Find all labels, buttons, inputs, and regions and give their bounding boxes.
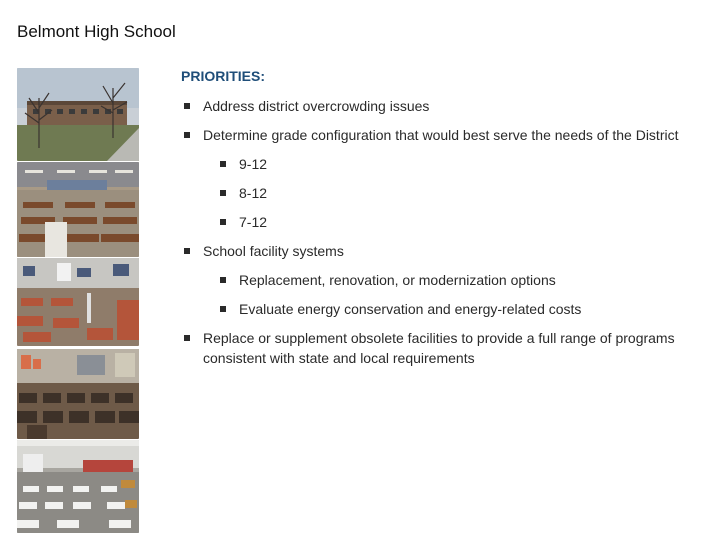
list-item [181, 125, 701, 145]
list-item-text: School facility systems [203, 243, 344, 259]
list-item [181, 328, 701, 368]
square-bullet-icon [220, 306, 226, 312]
list-item [181, 299, 701, 319]
list-item-text: Evaluate energy conservation and energy-related costs [239, 301, 582, 317]
square-bullet-icon [220, 219, 226, 225]
square-bullet-icon [184, 335, 190, 341]
square-bullet-icon [220, 161, 226, 167]
square-bullet-icon [184, 132, 190, 138]
list-item [181, 96, 701, 116]
priorities-list [181, 96, 701, 368]
priorities-heading: PRIORITIES: [181, 68, 266, 84]
list-item-text: 9-12 [239, 156, 268, 172]
list-item-text: Replacement, renovation, or modernization options [239, 272, 556, 288]
square-bullet-icon [220, 277, 226, 283]
priorities-section [181, 68, 701, 377]
list-item-text: Replace or supplement obsolete facilities to provide a full range of programs consistent with state and local requirements [203, 330, 675, 366]
list-item-text: 8-12 [239, 185, 268, 201]
list-item-text: Determine grade configuration that would best serve the needs of the District [203, 127, 679, 143]
school-exterior-photo [17, 68, 139, 161]
square-bullet-icon [220, 190, 226, 196]
list-item [181, 270, 701, 290]
list-item [181, 212, 701, 232]
list-item-text: Address district overcrowding issues [203, 98, 430, 114]
list-item [181, 241, 701, 261]
list-item-text: 7-12 [239, 214, 268, 230]
list-item [181, 183, 701, 203]
classroom-desks-photo [17, 440, 139, 533]
slide-title: Belmont High School [17, 22, 176, 41]
square-bullet-icon [184, 103, 190, 109]
square-bullet-icon [184, 248, 190, 254]
list-item [181, 154, 701, 174]
cafeteria-photo [17, 162, 139, 257]
cafeteria-seating-photo [17, 258, 139, 346]
classroom-photo [17, 349, 139, 439]
